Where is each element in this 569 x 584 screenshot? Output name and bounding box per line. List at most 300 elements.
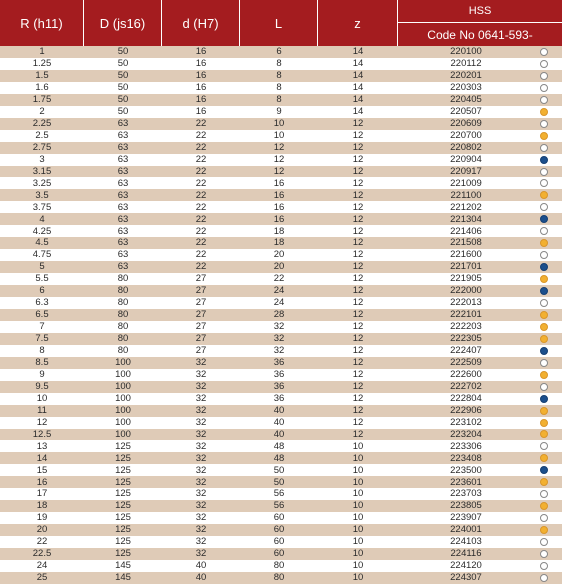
availability-dot-icon — [540, 550, 548, 558]
cell-outer-diameter: 80 — [117, 273, 129, 285]
cell-bore: 22 — [195, 249, 207, 261]
cell-bore: 22 — [195, 165, 207, 177]
table-row — [0, 452, 562, 464]
cell-teeth: 12 — [352, 249, 364, 261]
cell-outer-diameter: 63 — [117, 141, 129, 153]
cell-outer-diameter: 63 — [117, 249, 129, 261]
cell-r: 20 — [36, 524, 48, 536]
cell-r: 12 — [36, 416, 48, 428]
cell-length: 80 — [273, 572, 285, 584]
cell-teeth: 10 — [352, 512, 364, 524]
table-row — [0, 536, 562, 548]
cell-bore: 27 — [195, 309, 207, 321]
table-row — [0, 213, 562, 225]
availability-dot-icon — [540, 502, 548, 510]
cell-outer-diameter: 100 — [115, 428, 131, 440]
table-body — [0, 46, 562, 584]
table-row — [0, 82, 562, 94]
availability-dot-icon — [540, 108, 548, 116]
cell-teeth: 12 — [352, 177, 364, 189]
cell-outer-diameter: 63 — [117, 201, 129, 213]
cell-teeth: 12 — [352, 213, 364, 225]
table-row — [0, 345, 562, 357]
availability-dot-icon — [540, 478, 548, 486]
table-row — [0, 154, 562, 166]
cell-outer-diameter: 63 — [117, 165, 129, 177]
cell-r: 3 — [39, 153, 45, 165]
table-row — [0, 177, 562, 189]
cell-length: 60 — [273, 512, 285, 524]
cell-r: 2.75 — [32, 141, 52, 153]
col-header-code: Code No 0641-593- — [398, 23, 562, 46]
cell-r: 13 — [36, 440, 48, 452]
cell-teeth: 10 — [352, 488, 364, 500]
cell-outer-diameter: 63 — [117, 237, 129, 249]
cell-outer-diameter: 63 — [117, 177, 129, 189]
cell-code: 223408 — [450, 452, 482, 464]
availability-dot-icon — [540, 203, 548, 211]
cell-code: 220100 — [450, 46, 482, 58]
cell-r: 6.3 — [35, 297, 49, 309]
cell-length: 24 — [273, 297, 285, 309]
cell-code: 220405 — [450, 94, 482, 106]
cell-length: 22 — [273, 273, 285, 285]
cell-teeth: 10 — [352, 560, 364, 572]
cell-teeth: 14 — [352, 58, 364, 70]
cell-teeth: 14 — [352, 82, 364, 94]
cell-length: 16 — [273, 177, 285, 189]
cell-teeth: 12 — [352, 345, 364, 357]
cell-bore: 32 — [195, 476, 207, 488]
cell-teeth: 14 — [352, 46, 364, 58]
cell-teeth: 12 — [352, 165, 364, 177]
cell-length: 40 — [273, 404, 285, 416]
table-row — [0, 464, 562, 476]
availability-dot-icon — [540, 359, 548, 367]
cell-outer-diameter: 50 — [117, 70, 129, 82]
cell-code: 220700 — [450, 129, 482, 141]
table-row — [0, 94, 562, 106]
cell-r: 1 — [39, 46, 45, 58]
cell-teeth: 12 — [352, 404, 364, 416]
table-row — [0, 500, 562, 512]
cell-teeth: 14 — [352, 70, 364, 82]
cell-outer-diameter: 125 — [115, 464, 131, 476]
cell-outer-diameter: 50 — [117, 94, 129, 106]
cell-length: 40 — [273, 416, 285, 428]
cell-code: 221701 — [450, 261, 482, 273]
availability-dot-icon — [540, 168, 548, 176]
cell-code: 222906 — [450, 404, 482, 416]
cell-outer-diameter: 125 — [115, 452, 131, 464]
cell-bore: 22 — [195, 261, 207, 273]
cell-r: 3.5 — [35, 189, 49, 201]
cell-outer-diameter: 145 — [115, 572, 131, 584]
cell-outer-diameter: 100 — [115, 416, 131, 428]
cell-r: 4.25 — [32, 225, 52, 237]
availability-dot-icon — [540, 48, 548, 56]
table-row — [0, 70, 562, 82]
availability-dot-icon — [540, 430, 548, 438]
cell-outer-diameter: 50 — [117, 82, 129, 94]
cell-r: 1.25 — [32, 58, 52, 70]
cell-code: 220802 — [450, 141, 482, 153]
availability-dot-icon — [540, 538, 548, 546]
cell-bore: 32 — [195, 488, 207, 500]
cell-bore: 16 — [195, 82, 207, 94]
cell-code: 222702 — [450, 380, 482, 392]
cell-teeth: 10 — [352, 536, 364, 548]
cell-length: 32 — [273, 345, 285, 357]
col-header-outer-diameter: D (js16) — [84, 0, 162, 46]
cell-teeth: 12 — [352, 141, 364, 153]
cell-teeth: 12 — [352, 357, 364, 368]
table-row — [0, 130, 562, 142]
cell-bore: 22 — [195, 153, 207, 165]
cell-outer-diameter: 63 — [117, 129, 129, 141]
table-row — [0, 440, 562, 452]
cell-code: 223703 — [450, 488, 482, 500]
cell-teeth: 10 — [352, 524, 364, 536]
cell-bore: 22 — [195, 129, 207, 141]
table-row — [0, 142, 562, 154]
cell-length: 24 — [273, 285, 285, 297]
cell-teeth: 10 — [352, 500, 364, 512]
table-row — [0, 285, 562, 297]
availability-dot-icon — [540, 60, 548, 68]
cell-length: 32 — [273, 321, 285, 333]
table-row — [0, 488, 562, 500]
cell-code: 222407 — [450, 345, 482, 357]
cell-r: 18 — [36, 500, 48, 512]
cell-outer-diameter: 100 — [115, 357, 131, 368]
availability-dot-icon — [540, 574, 548, 582]
cell-outer-diameter: 63 — [117, 117, 129, 129]
cell-r: 3.15 — [32, 165, 52, 177]
table-row — [0, 225, 562, 237]
table-row — [0, 476, 562, 488]
cell-r: 2 — [39, 105, 45, 117]
cell-code: 222013 — [450, 297, 482, 309]
cell-length: 8 — [276, 94, 282, 106]
cell-r: 4.5 — [35, 237, 49, 249]
availability-dot-icon — [540, 144, 548, 152]
table-row — [0, 512, 562, 524]
cell-bore: 27 — [195, 321, 207, 333]
cell-length: 56 — [273, 488, 285, 500]
availability-dot-icon — [540, 263, 548, 271]
cell-bore: 27 — [195, 273, 207, 285]
cell-bore: 32 — [195, 416, 207, 428]
cell-r: 3.75 — [32, 201, 52, 213]
cell-length: 9 — [276, 105, 282, 117]
cell-code: 224001 — [450, 524, 482, 536]
cell-bore: 32 — [195, 428, 207, 440]
availability-dot-icon — [540, 191, 548, 199]
cell-r: 11 — [37, 404, 47, 416]
cell-bore: 16 — [195, 46, 207, 58]
availability-dot-icon — [540, 335, 548, 343]
table-row — [0, 393, 562, 405]
availability-dot-icon — [540, 514, 548, 522]
cell-outer-diameter: 125 — [115, 548, 131, 560]
cell-length: 36 — [273, 380, 285, 392]
cell-length: 50 — [273, 476, 285, 488]
cell-code: 221009 — [450, 177, 482, 189]
cell-outer-diameter: 63 — [117, 189, 129, 201]
cell-r: 22 — [36, 536, 48, 548]
cell-length: 8 — [276, 70, 282, 82]
table-row — [0, 249, 562, 261]
cell-r: 7.5 — [35, 333, 49, 345]
cell-outer-diameter: 125 — [115, 476, 131, 488]
cell-outer-diameter: 80 — [117, 345, 129, 357]
availability-dot-icon — [540, 72, 548, 80]
cell-length: 12 — [273, 165, 285, 177]
table-row — [0, 405, 562, 417]
cell-teeth: 12 — [352, 273, 364, 285]
cell-length: 12 — [273, 141, 285, 153]
table-row — [0, 381, 562, 393]
cell-outer-diameter: 50 — [117, 46, 129, 58]
cell-outer-diameter: 125 — [115, 512, 131, 524]
cell-bore: 32 — [195, 536, 207, 548]
table-header — [0, 0, 562, 46]
cell-bore: 27 — [195, 297, 207, 309]
cell-length: 20 — [273, 249, 285, 261]
cell-teeth: 12 — [352, 309, 364, 321]
cell-teeth: 12 — [352, 285, 364, 297]
table-row — [0, 118, 562, 130]
cell-bore: 32 — [195, 368, 207, 380]
cell-r: 8 — [39, 345, 45, 357]
cell-bore: 27 — [195, 285, 207, 297]
cell-code: 222509 — [450, 357, 482, 368]
cell-length: 60 — [273, 548, 285, 560]
cell-teeth: 12 — [352, 297, 364, 309]
cell-length: 10 — [273, 129, 285, 141]
cell-teeth: 12 — [352, 189, 364, 201]
cell-r: 22.5 — [32, 548, 52, 560]
cell-code: 223204 — [450, 428, 482, 440]
cell-r: 8.5 — [35, 357, 49, 368]
cell-bore: 32 — [195, 548, 207, 560]
cell-outer-diameter: 50 — [117, 58, 129, 70]
cell-bore: 22 — [195, 225, 207, 237]
cell-length: 40 — [273, 428, 285, 440]
availability-dot-icon — [540, 227, 548, 235]
cell-length: 8 — [276, 82, 282, 94]
cell-code: 223306 — [450, 440, 482, 452]
cell-length: 18 — [273, 237, 285, 249]
cell-bore: 32 — [195, 392, 207, 404]
cell-outer-diameter: 50 — [117, 105, 129, 117]
availability-dot-icon — [540, 442, 548, 450]
cell-outer-diameter: 100 — [115, 404, 131, 416]
cell-outer-diameter: 125 — [115, 488, 131, 500]
cell-teeth: 10 — [352, 572, 364, 584]
availability-dot-icon — [540, 562, 548, 570]
cell-length: 60 — [273, 524, 285, 536]
cell-r: 24 — [36, 560, 48, 572]
availability-dot-icon — [540, 251, 548, 259]
cell-length: 36 — [273, 368, 285, 380]
cell-bore: 16 — [195, 58, 207, 70]
cell-outer-diameter: 145 — [115, 560, 131, 572]
table-row — [0, 333, 562, 345]
cell-code: 223601 — [450, 476, 482, 488]
cell-code: 220917 — [450, 165, 482, 177]
cell-code: 220507 — [450, 105, 482, 117]
cell-code: 220904 — [450, 153, 482, 165]
availability-dot-icon — [540, 156, 548, 164]
cell-outer-diameter: 100 — [115, 368, 131, 380]
cell-r: 6 — [39, 285, 45, 297]
cell-teeth: 12 — [352, 333, 364, 345]
cell-code: 221406 — [450, 225, 482, 237]
cell-length: 48 — [273, 452, 285, 464]
cell-r: 4.75 — [32, 249, 52, 261]
cell-bore: 32 — [195, 452, 207, 464]
cell-outer-diameter: 80 — [117, 285, 129, 297]
col-header-bore: d (H7) — [162, 0, 240, 46]
cell-teeth: 12 — [352, 117, 364, 129]
cell-code: 222203 — [450, 321, 482, 333]
cell-outer-diameter: 125 — [115, 536, 131, 548]
col-header-hss: HSS — [398, 0, 562, 23]
cell-r: 1.6 — [35, 82, 49, 94]
cell-r: 3.25 — [32, 177, 52, 189]
cell-length: 36 — [273, 357, 285, 368]
cell-outer-diameter: 63 — [117, 225, 129, 237]
table-row — [0, 201, 562, 213]
cell-r: 9.5 — [35, 380, 49, 392]
cell-teeth: 12 — [352, 225, 364, 237]
cell-r: 5 — [39, 261, 45, 273]
cell-teeth: 12 — [352, 201, 364, 213]
table-row — [0, 261, 562, 273]
cell-teeth: 12 — [352, 392, 364, 404]
cell-outer-diameter: 125 — [115, 500, 131, 512]
cell-teeth: 10 — [352, 548, 364, 560]
cell-length: 16 — [273, 213, 285, 225]
availability-dot-icon — [540, 347, 548, 355]
cell-r: 12.5 — [32, 428, 52, 440]
cell-code: 222305 — [450, 333, 482, 345]
cell-teeth: 12 — [352, 428, 364, 440]
cell-teeth: 12 — [352, 129, 364, 141]
cell-r: 15 — [36, 464, 48, 476]
cell-r: 25 — [36, 572, 48, 584]
cell-length: 56 — [273, 500, 285, 512]
cell-code: 224120 — [450, 560, 482, 572]
cell-outer-diameter: 80 — [117, 333, 129, 345]
cell-length: 18 — [273, 225, 285, 237]
cell-outer-diameter: 100 — [115, 380, 131, 392]
availability-dot-icon — [540, 454, 548, 462]
cell-r: 6.5 — [35, 309, 49, 321]
cell-r: 4 — [39, 213, 45, 225]
table-row — [0, 106, 562, 118]
availability-dot-icon — [540, 407, 548, 415]
cell-bore: 27 — [195, 333, 207, 345]
cell-code: 220303 — [450, 82, 482, 94]
cell-outer-diameter: 100 — [115, 392, 131, 404]
table-row — [0, 297, 562, 309]
cell-length: 6 — [276, 46, 282, 58]
table-row — [0, 524, 562, 536]
cell-code: 222101 — [450, 309, 482, 321]
cell-outer-diameter: 125 — [115, 524, 131, 536]
cell-code: 224116 — [450, 548, 482, 560]
cell-teeth: 12 — [352, 237, 364, 249]
cell-length: 10 — [273, 117, 285, 129]
cell-outer-diameter: 125 — [115, 440, 131, 452]
availability-dot-icon — [540, 239, 548, 247]
cell-length: 20 — [273, 261, 285, 273]
cell-bore: 32 — [195, 464, 207, 476]
cell-bore: 22 — [195, 189, 207, 201]
cell-bore: 32 — [195, 404, 207, 416]
cell-code: 221100 — [450, 189, 482, 201]
cell-teeth: 10 — [352, 476, 364, 488]
cell-outer-diameter: 63 — [117, 261, 129, 273]
cell-code: 221202 — [450, 201, 482, 213]
cell-code: 222804 — [450, 392, 482, 404]
cell-outer-diameter: 63 — [117, 153, 129, 165]
cell-code: 222000 — [450, 285, 482, 297]
table-row — [0, 58, 562, 70]
cell-teeth: 12 — [352, 416, 364, 428]
table-row — [0, 237, 562, 249]
availability-dot-icon — [540, 371, 548, 379]
cell-r: 14 — [36, 452, 48, 464]
cell-bore: 22 — [195, 237, 207, 249]
table-row — [0, 309, 562, 321]
cell-bore: 40 — [195, 572, 207, 584]
cell-r: 10 — [36, 392, 48, 404]
cell-code: 220201 — [450, 70, 482, 82]
cell-bore: 32 — [195, 380, 207, 392]
cell-code: 220112 — [450, 58, 482, 70]
cell-code: 221508 — [450, 237, 482, 249]
cell-teeth: 12 — [352, 368, 364, 380]
col-header-teeth: z — [318, 0, 398, 46]
availability-dot-icon — [540, 132, 548, 140]
col-header-length: L — [240, 0, 318, 46]
cell-teeth: 12 — [352, 261, 364, 273]
availability-dot-icon — [540, 215, 548, 223]
cell-outer-diameter: 63 — [117, 213, 129, 225]
availability-dot-icon — [540, 84, 548, 92]
availability-dot-icon — [540, 311, 548, 319]
cell-r: 16 — [36, 476, 48, 488]
cell-bore: 40 — [195, 560, 207, 572]
availability-dot-icon — [540, 526, 548, 534]
cell-r: 9 — [39, 368, 45, 380]
availability-dot-icon — [540, 120, 548, 128]
cell-r: 2.25 — [32, 117, 52, 129]
cell-bore: 22 — [195, 141, 207, 153]
table-row — [0, 429, 562, 441]
availability-dot-icon — [540, 299, 548, 307]
table-row — [0, 548, 562, 560]
cell-code: 223805 — [450, 500, 482, 512]
cell-bore: 16 — [195, 70, 207, 82]
cell-bore: 32 — [195, 357, 207, 368]
col-header-r: R (h11) — [0, 0, 84, 46]
cell-length: 16 — [273, 189, 285, 201]
